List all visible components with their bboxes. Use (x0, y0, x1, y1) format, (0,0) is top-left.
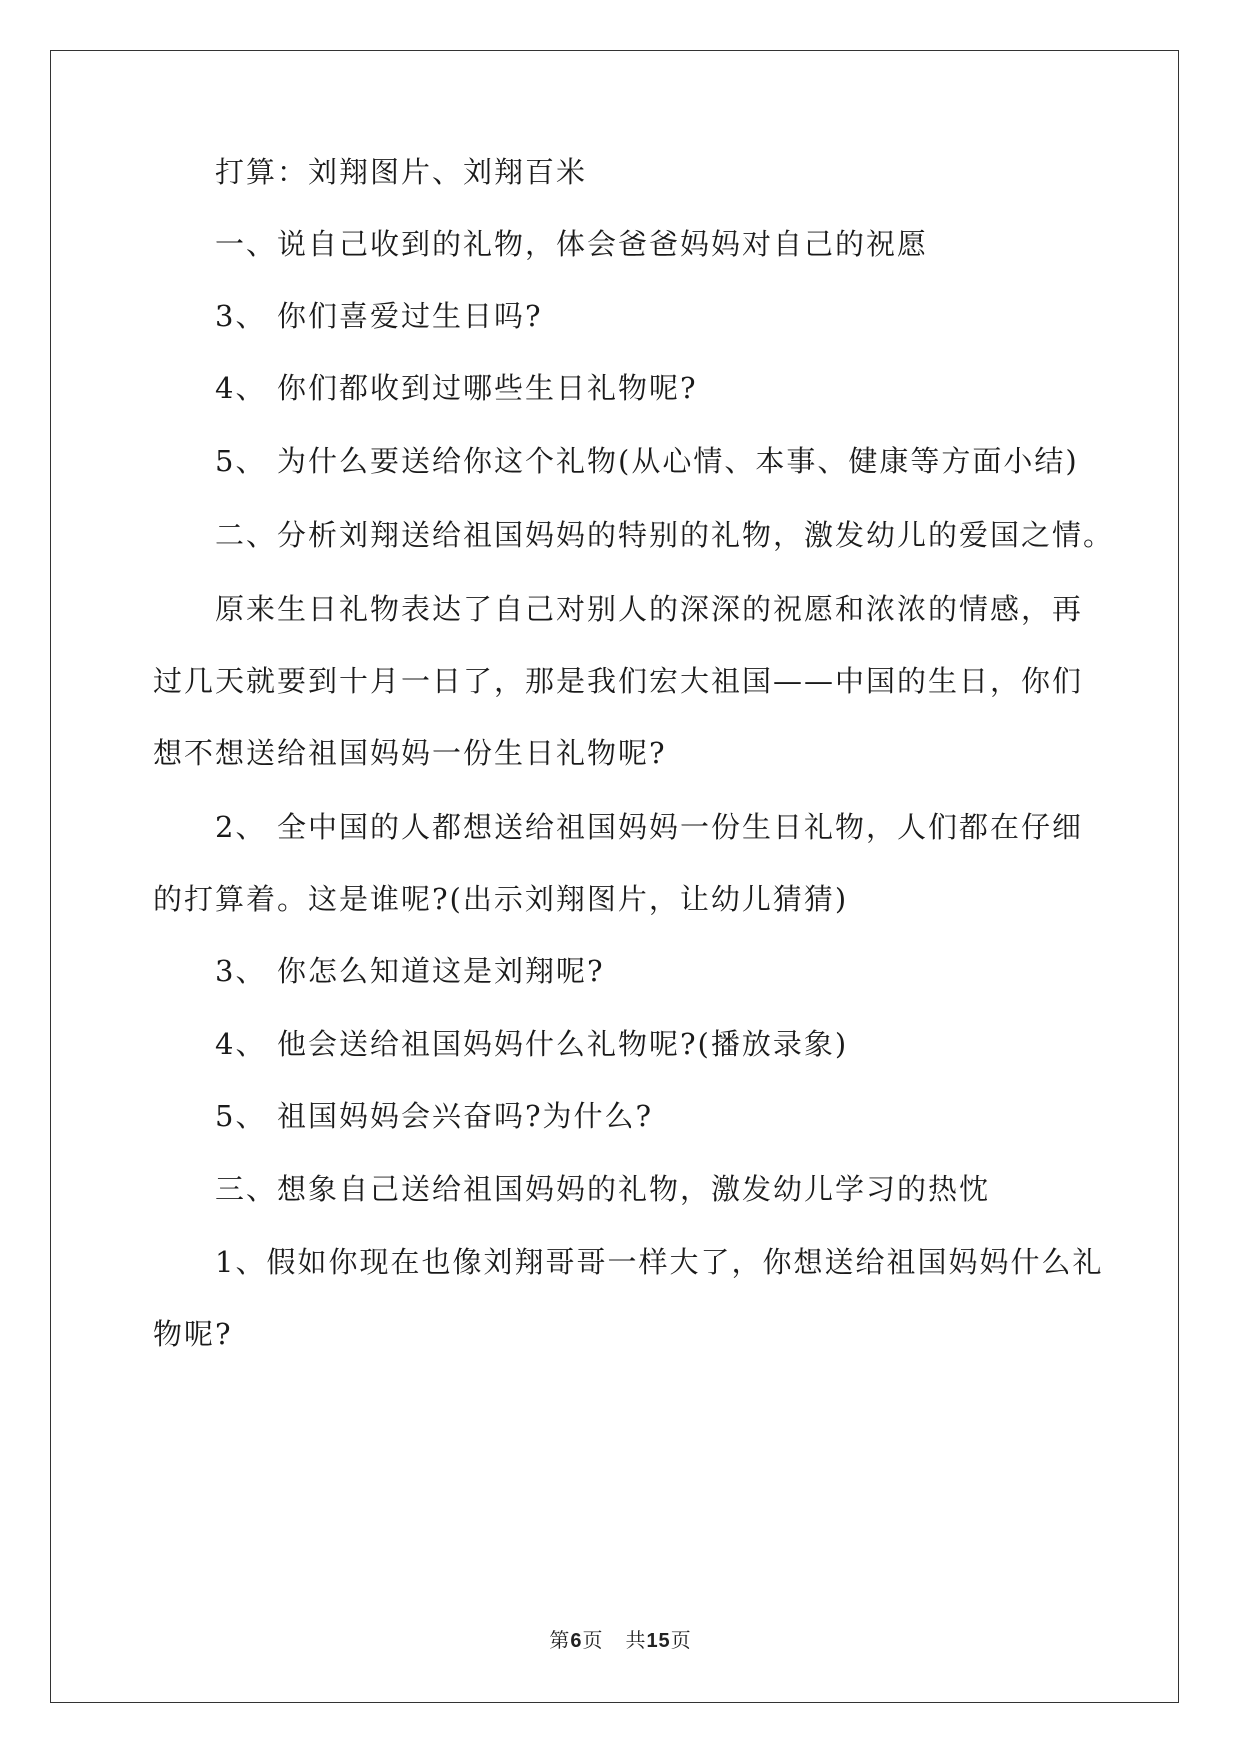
section-heading-1 (215, 224, 928, 264)
line-text: 你怎么知道这是刘翔呢? (277, 954, 605, 988)
paragraph-preparation (215, 152, 587, 192)
list-item (215, 296, 543, 336)
list-number: 4、 (215, 371, 267, 405)
line-text: 物呢? (153, 1317, 233, 1351)
line-text: 原来生日礼物表达了自己对别人的深深的祝愿和浓浓的情感，再 (215, 592, 1084, 626)
paragraph-line (215, 1242, 1103, 1282)
list-number: 5、 (215, 1099, 267, 1133)
list-number: 5、 (215, 444, 267, 478)
paragraph-line (153, 733, 667, 773)
line-text: 全中国的人都想送给祖国妈妈一份生日礼物，人们都在仔细 (277, 810, 1084, 844)
line-text: 打算：刘翔图片、刘翔百米 (215, 155, 588, 189)
line-text: 一、说自己收到的礼物，体会爸爸妈妈对自己的祝愿 (215, 227, 929, 261)
line-text: 的打算着。这是谁呢?(出示刘翔图片，让幼儿猜猜) (153, 882, 849, 916)
list-item (215, 951, 605, 991)
total-prefix: 共 (625, 1628, 647, 1652)
list-item (215, 1096, 653, 1136)
page-number: 6 (570, 1630, 583, 1652)
list-item (215, 368, 698, 408)
paragraph-line (215, 589, 1083, 629)
section-heading-2 (215, 515, 1114, 555)
paragraph-line (153, 661, 1083, 701)
page-suffix: 页 (582, 1628, 604, 1652)
line-text: 祖国妈妈会兴奋吗?为什么? (277, 1099, 654, 1133)
line-text: 1、假如你现在也像刘翔哥哥一样大了，你想送给祖国妈妈什么礼 (215, 1245, 1104, 1279)
list-number: 2、 (215, 810, 267, 844)
list-item (215, 441, 1079, 481)
line-text: 为什么要送给你这个礼物(从心情、本事、健康等方面小结) (277, 444, 1079, 478)
paragraph-line (153, 1314, 233, 1354)
list-item (215, 807, 1083, 847)
line-text: 你们喜爱过生日吗? (277, 299, 543, 333)
page-footer (0, 1624, 1241, 1653)
line-text: 二、分析刘翔送给祖国妈妈的特别的礼物，激发幼儿的爱国之情。 (215, 518, 1115, 552)
line-text: 你们都收到过哪些生日礼物呢? (277, 371, 698, 405)
line-text: 想不想送给祖国妈妈一份生日礼物呢? (153, 736, 667, 770)
list-item (215, 1024, 848, 1064)
list-number: 3、 (215, 954, 267, 988)
line-text: 他会送给祖国妈妈什么礼物呢?(播放录象) (277, 1027, 849, 1061)
section-heading-3 (215, 1169, 990, 1209)
list-number: 3、 (215, 299, 267, 333)
total-suffix: 页 (670, 1628, 692, 1652)
line-text: 过几天就要到十月一日了，那是我们宏大祖国——中国的生日，你们 (153, 664, 1084, 698)
line-text: 三、想象自己送给祖国妈妈的礼物，激发幼儿学习的热忱 (215, 1172, 991, 1206)
total-pages: 15 (646, 1630, 671, 1652)
paragraph-line (153, 879, 848, 919)
page-prefix: 第 (549, 1628, 571, 1652)
list-number: 4、 (215, 1027, 267, 1061)
